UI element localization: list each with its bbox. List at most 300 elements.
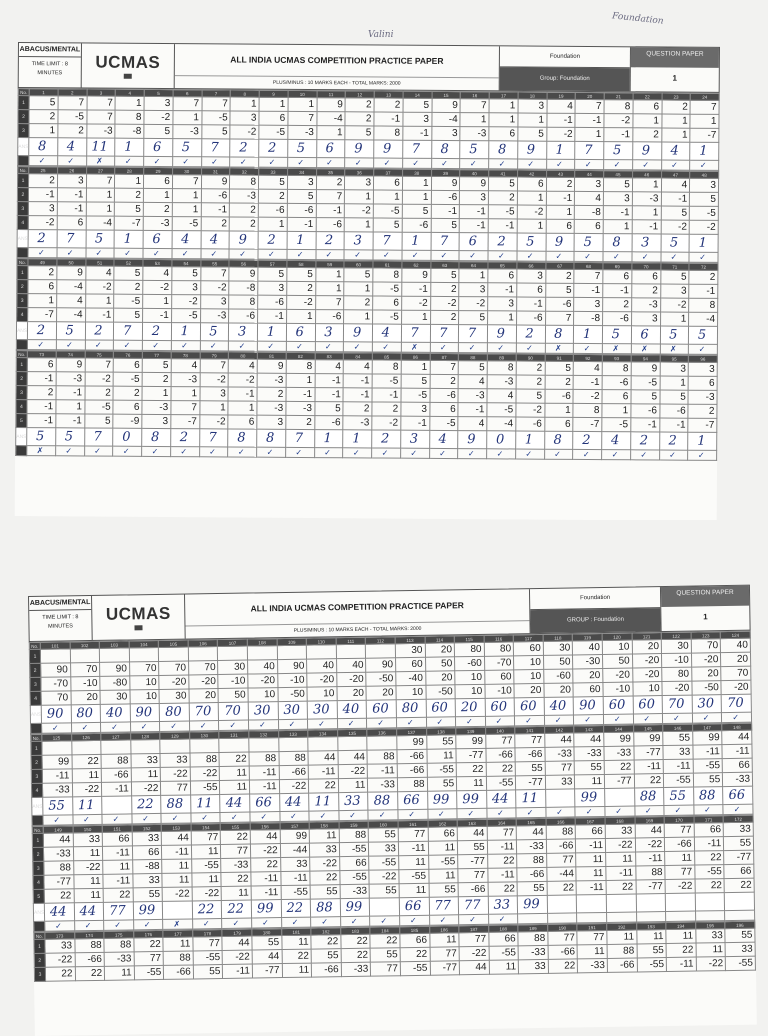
- digit-cell: 3: [230, 111, 259, 125]
- digit-cell: 55: [515, 761, 545, 775]
- digit-cell: -1: [574, 283, 603, 297]
- digit-cell: 5: [172, 267, 201, 281]
- digit-cell: -2: [372, 416, 401, 430]
- digit-cell: 88: [367, 750, 397, 764]
- answer-cell: [689, 234, 718, 252]
- cross-mark-icon: ✗: [86, 156, 115, 166]
- question-paper-number: 1: [631, 67, 719, 92]
- tick-mark-icon: ✓: [573, 449, 602, 459]
- answer-cell: [517, 233, 546, 251]
- digit-cell: 2: [142, 372, 171, 386]
- tick-mark-icon: [636, 912, 666, 922]
- digit-cell: 1: [143, 188, 172, 202]
- answer-cell: [574, 233, 603, 251]
- answer-cell: [661, 142, 690, 160]
- digit-cell: 8: [372, 360, 401, 374]
- digit-cell: 22: [695, 879, 725, 893]
- tick-mark-icon: ✓: [575, 159, 604, 169]
- tick-mark-icon: ✓: [517, 251, 546, 261]
- handwritten-answer: 30: [692, 696, 719, 711]
- tick-mark-icon: ✓: [172, 249, 201, 259]
- digit-cell: -33: [517, 839, 547, 853]
- digit-cell: -1: [603, 284, 632, 298]
- digit-cell: -22: [635, 838, 665, 852]
- digit-cell: 3: [287, 175, 316, 189]
- digit-cell: 3: [603, 192, 632, 206]
- tick-mark-icon: ✓: [132, 813, 162, 823]
- question-number: 15: [432, 91, 461, 98]
- answer-cell: [603, 696, 633, 714]
- question-number: 21: [604, 93, 633, 100]
- digit-cell: -11: [249, 766, 279, 780]
- digit-cell: 44: [516, 825, 546, 839]
- question-number: 170: [664, 816, 694, 823]
- question-number: 125: [42, 734, 72, 741]
- answer-cell: [230, 139, 259, 157]
- digit-cell: 11: [489, 960, 519, 974]
- digit-cell: 1: [316, 126, 345, 140]
- digit-cell: -1: [659, 418, 688, 432]
- tick-mark-icon: ✓: [459, 251, 488, 261]
- digit-cell: -1: [546, 113, 575, 127]
- digit-cell: 11: [606, 852, 636, 866]
- answer-cell: [486, 790, 516, 808]
- question-number: 50: [57, 259, 86, 266]
- row-number: 2: [18, 110, 29, 124]
- tick-mark-icon: ✓: [172, 157, 201, 167]
- digit-cell: 9: [201, 175, 230, 189]
- answer-cell: [55, 428, 84, 446]
- digit-cell: -1: [401, 416, 430, 430]
- digit-cell: 11: [665, 851, 695, 865]
- row-number: 1: [18, 96, 29, 110]
- digit-cell: 99: [456, 734, 486, 748]
- question-number: 33: [259, 168, 288, 175]
- digit-cell: -2: [286, 295, 315, 309]
- abacus-label: ABACUS/MENTAL: [19, 43, 81, 57]
- question-number: 148: [722, 723, 752, 730]
- handwritten-answer: 99: [428, 792, 455, 807]
- answer-cell: [665, 893, 695, 911]
- digit-cell: -22: [310, 857, 340, 871]
- tick-mark-icon: ✓: [74, 920, 104, 930]
- digit-cell: 2: [488, 191, 517, 205]
- digit-cell: -77: [516, 775, 546, 789]
- digit-cell: 11: [338, 778, 368, 792]
- answer-cell: [143, 230, 172, 248]
- digit-cell: -66: [75, 952, 105, 966]
- digit-cell: -5: [259, 125, 288, 139]
- digit-cell: 1: [633, 114, 662, 128]
- digit-cell: 33: [519, 959, 549, 973]
- answer-cell: [689, 326, 718, 344]
- digit-cell: -6: [201, 189, 230, 203]
- digit-cell: 44: [545, 733, 575, 747]
- question-number: 150: [73, 825, 103, 832]
- answer-cell: [100, 704, 130, 722]
- answer-cell: [161, 795, 191, 813]
- question-number: 1: [29, 89, 58, 96]
- row-number: 2: [16, 371, 27, 385]
- digit-cell: -5: [373, 282, 402, 296]
- digit-cell: 7: [173, 97, 202, 111]
- handwritten-answer: 7: [286, 431, 312, 446]
- digit-cell: 88: [517, 853, 547, 867]
- question-number: 142: [544, 726, 574, 733]
- digit-cell: 3: [431, 126, 460, 140]
- question-number: 192: [607, 923, 637, 930]
- digit-cell: -1: [401, 282, 430, 296]
- handwritten-answer: 70: [663, 697, 690, 712]
- tick-mark-icon: ✓: [343, 448, 372, 458]
- answer-cell: [160, 703, 190, 721]
- tick-mark-icon: ✓: [29, 156, 58, 166]
- digit-cell: 1: [286, 373, 315, 387]
- digit-cell: 1: [28, 294, 57, 308]
- digit-cell: 6: [574, 219, 603, 233]
- brand-name: UCMAS: [95, 53, 160, 73]
- row-label: No.: [18, 89, 29, 96]
- digit-cell: 4: [458, 375, 487, 389]
- digit-cell: -3: [688, 390, 717, 404]
- digit-cell: 5: [345, 126, 374, 140]
- answer-cell: [130, 703, 160, 721]
- digit-cell: [278, 737, 308, 751]
- tick-mark-icon: ✓: [189, 721, 219, 731]
- tick-mark-icon: ✓: [694, 805, 724, 815]
- digit-cell: 2: [316, 176, 345, 190]
- digit-cell: -11: [606, 866, 636, 880]
- question-number: 104: [129, 640, 159, 647]
- handwritten-answer: 7: [430, 326, 456, 341]
- digit-cell: 90: [277, 659, 307, 673]
- digit-cell: -20: [337, 672, 367, 686]
- digit-cell: 2: [430, 310, 459, 324]
- digit-cell: -1: [689, 284, 718, 298]
- digit-cell: 5: [258, 175, 287, 189]
- question-number: 24: [690, 93, 719, 100]
- digit-cell: 10: [632, 682, 662, 696]
- digit-cell: 11: [220, 780, 250, 794]
- digit-cell: 22: [282, 949, 312, 963]
- digit-cell: -70: [484, 656, 514, 670]
- digit-cell: -55: [281, 885, 311, 899]
- digit-cell: -2: [661, 220, 690, 234]
- question-number: 186: [429, 926, 459, 933]
- digit-cell: -6: [516, 417, 545, 431]
- handwritten-answer: 99: [518, 897, 545, 912]
- answer-cell: [460, 141, 489, 159]
- answer-cell: [373, 232, 402, 250]
- digit-cell: -11: [368, 764, 398, 778]
- cross-mark-icon: ✗: [163, 919, 193, 929]
- handwritten-answer: 66: [250, 795, 277, 810]
- tick-mark-icon: [725, 910, 755, 920]
- answer-cell: [606, 894, 636, 912]
- question-number: 56: [229, 260, 258, 267]
- digit-cell: -1: [575, 113, 604, 127]
- tick-mark-icon: ✓: [372, 448, 401, 458]
- handwritten-answer: 5: [56, 429, 82, 444]
- handwritten-answer: 88: [311, 900, 338, 915]
- tick-mark-icon: ✓: [57, 156, 86, 166]
- answer-cell: [102, 796, 132, 814]
- ucmas-logo: [82, 43, 175, 88]
- handwritten-answer: 20: [456, 700, 483, 715]
- time-limit: TIME LIMIT : 8 MINUTES: [19, 57, 81, 78]
- digit-cell: 5: [518, 127, 547, 141]
- handwritten-answer: 66: [400, 899, 427, 914]
- answer-cell: [575, 788, 605, 806]
- digit-cell: -55: [726, 956, 756, 970]
- answer-cell: [402, 232, 431, 250]
- answer-cell: [458, 431, 487, 449]
- digit-cell: -11: [666, 957, 696, 971]
- row-number: 3: [30, 677, 41, 691]
- question-number: 35: [316, 169, 345, 176]
- digit-cell: 5: [115, 202, 144, 216]
- digit-cell: 77: [161, 781, 191, 795]
- tick-mark-icon: ✓: [161, 813, 191, 823]
- answer-cell: [547, 895, 577, 913]
- handwritten-answer: 7: [575, 143, 601, 158]
- digit-cell: 7: [87, 96, 116, 110]
- digit-cell: 2: [545, 269, 574, 283]
- row-number: 2: [30, 663, 41, 677]
- question-number: 160: [368, 821, 398, 828]
- digit-cell: 44: [457, 826, 487, 840]
- question-number: 127: [101, 733, 131, 740]
- answer-cell: [281, 899, 311, 917]
- answer-cell: [340, 898, 370, 916]
- digit-cell: 2: [58, 124, 87, 138]
- row-number: 1: [32, 833, 43, 847]
- digit-cell: 2: [29, 110, 58, 124]
- question-number: 71: [660, 263, 689, 270]
- digit-cell: 6: [633, 100, 662, 114]
- question-number: 174: [74, 931, 104, 938]
- digit-cell: 55: [310, 885, 340, 899]
- answer-cell: [488, 233, 517, 251]
- handwritten-answer: 8: [545, 433, 571, 448]
- digit-cell: -2: [459, 297, 488, 311]
- digit-cell: -3: [56, 372, 85, 386]
- digit-cell: -3: [173, 125, 202, 139]
- digit-cell: -4: [56, 308, 85, 322]
- handwritten-answer: 5: [660, 327, 686, 342]
- tick-mark-icon: ✓: [28, 248, 57, 258]
- handwritten-answer: 5: [517, 234, 543, 249]
- tick-mark-icon: ✓: [222, 918, 252, 928]
- digit-cell: -88: [132, 859, 162, 873]
- digit-cell: 88: [74, 938, 104, 952]
- digit-cell: -55: [427, 763, 457, 777]
- tick-mark-icon: ✓: [84, 446, 113, 456]
- answer-cell: [344, 324, 373, 342]
- digit-cell: 2: [430, 374, 459, 388]
- tick-mark-icon: ✓: [314, 448, 343, 458]
- handwritten-answer: 3: [401, 432, 427, 447]
- digit-cell: 1: [517, 219, 546, 233]
- handwritten-answer: 6: [632, 327, 658, 342]
- digit-cell: -1: [57, 202, 86, 216]
- digit-cell: -5: [58, 110, 87, 124]
- digit-cell: -50: [278, 687, 308, 701]
- cross-mark-icon: ✗: [27, 446, 56, 456]
- digit-cell: -44: [547, 867, 577, 881]
- digit-cell: 3: [488, 297, 517, 311]
- digit-cell: -22: [223, 950, 253, 964]
- digit-cell: -50: [692, 681, 722, 695]
- digit-cell: 10: [514, 669, 544, 683]
- digit-cell: 3: [518, 99, 547, 113]
- digit-cell: -1: [56, 414, 85, 428]
- answer-cell: [631, 326, 660, 344]
- tick-mark-icon: ✓: [544, 449, 573, 459]
- handwritten-answer: 80: [71, 706, 98, 721]
- digit-cell: 7: [315, 296, 344, 310]
- answer-cell: [662, 695, 692, 713]
- digit-cell: 1: [460, 113, 489, 127]
- digit-cell: 90: [41, 663, 71, 677]
- digit-cell: 20: [425, 643, 455, 657]
- digit-cell: [336, 644, 366, 658]
- digit-cell: 2: [229, 217, 258, 231]
- question-number: 53: [143, 259, 172, 266]
- digit-cell: 20: [366, 686, 396, 700]
- question-number: 107: [218, 639, 248, 646]
- digit-cell: 33: [663, 745, 693, 759]
- answer-cell: [259, 139, 288, 157]
- digit-cell: [131, 739, 161, 753]
- digit-cell: 4: [458, 417, 487, 431]
- title-box: [175, 44, 500, 90]
- digit-cell: -22: [665, 879, 695, 893]
- digit-cell: 2: [546, 177, 575, 191]
- tick-mark-icon: ✓: [431, 158, 460, 168]
- digit-cell: -2: [199, 415, 228, 429]
- tick-mark-icon: ✓: [575, 806, 605, 816]
- answer-cell: [113, 428, 142, 446]
- digit-cell: -2: [85, 372, 114, 386]
- digit-cell: -10: [485, 684, 515, 698]
- answer-cell: [602, 432, 631, 450]
- digit-cell: 5: [430, 268, 459, 282]
- row-number: 1: [17, 265, 28, 279]
- question-number: 184: [370, 927, 400, 934]
- digit-cell: 6: [688, 376, 717, 390]
- handwritten-answer: 55: [43, 798, 70, 813]
- answer-cell: [337, 700, 367, 718]
- digit-cell: -10: [70, 676, 100, 690]
- answer-cell: [29, 138, 58, 156]
- digit-cell: -10: [662, 653, 692, 667]
- digit-cell: 1: [488, 311, 517, 325]
- digit-cell: -6: [314, 416, 343, 430]
- digit-cell: 55: [133, 887, 163, 901]
- digit-cell: 11: [191, 845, 221, 859]
- tick-mark-icon: ✓: [57, 248, 86, 258]
- question-number: 20: [575, 92, 604, 99]
- question-number: 171: [694, 816, 724, 823]
- digit-cell: 5: [258, 267, 287, 281]
- digit-cell: -5: [631, 376, 660, 390]
- digit-cell: 3: [199, 387, 228, 401]
- digit-cell: -11: [280, 871, 310, 885]
- digit-cell: 4: [56, 294, 85, 308]
- abacus-box: [19, 43, 82, 87]
- handwritten-answer: 8: [489, 142, 515, 157]
- digit-cell: -5: [488, 205, 517, 219]
- handwritten-answer: 22: [222, 902, 249, 917]
- digit-cell: 10: [514, 655, 544, 669]
- handwritten-answer: 88: [635, 789, 662, 804]
- digit-cell: [42, 741, 72, 755]
- handwritten-answer: 7: [459, 326, 485, 341]
- digit-cell: -1: [56, 386, 85, 400]
- digit-cell: 1: [489, 99, 518, 113]
- digit-cell: -22: [45, 953, 75, 967]
- handwritten-answer: 11: [516, 791, 543, 806]
- question-number: 44: [575, 170, 604, 177]
- digit-cell: -1: [374, 112, 403, 126]
- digit-cell: -6: [316, 218, 345, 232]
- digit-cell: 7: [430, 360, 459, 374]
- tick-mark-icon: ✓: [459, 343, 488, 353]
- digit-cell: 88: [607, 944, 637, 958]
- digit-cell: 1: [230, 97, 259, 111]
- digit-cell: 22: [487, 854, 517, 868]
- tick-mark-icon: [666, 911, 696, 921]
- digit-cell: 7: [86, 174, 115, 188]
- digit-cell: 22: [486, 762, 516, 776]
- tick-mark-icon: ✓: [340, 916, 370, 926]
- digit-cell: 66: [102, 832, 132, 846]
- handwritten-answer: 11: [87, 139, 113, 154]
- digit-cell: -4: [316, 112, 345, 126]
- question-number: 43: [546, 170, 575, 177]
- question-block: [16, 258, 719, 355]
- digit-cell: 77: [664, 823, 694, 837]
- tick-mark-icon: ✓: [426, 717, 456, 727]
- question-number: 182: [311, 928, 341, 935]
- question-number: 30: [172, 168, 201, 175]
- digit-cell: -1: [201, 203, 230, 217]
- handwritten-answer: 2: [29, 231, 55, 246]
- tick-mark-icon: ✓: [398, 809, 428, 819]
- digit-cell: 4: [171, 359, 200, 373]
- handwritten-answer: 1: [343, 431, 369, 446]
- digit-cell: 80: [454, 642, 484, 656]
- tick-mark-icon: ✓: [603, 714, 633, 724]
- tick-mark-icon: ✓: [430, 250, 459, 260]
- digit-cell: 2: [28, 266, 57, 280]
- digit-cell: -33: [221, 858, 251, 872]
- digit-cell: 55: [575, 760, 605, 774]
- digit-cell: 1: [173, 111, 202, 125]
- check-row-label: [32, 815, 43, 825]
- answer-cell: [632, 142, 661, 160]
- tick-mark-icon: ✓: [633, 714, 663, 724]
- question-block: [32, 815, 756, 932]
- handwritten-answer: 2: [143, 324, 169, 339]
- handwritten-answer: 2: [259, 233, 285, 248]
- handwritten-answer: 70: [722, 696, 749, 711]
- tick-mark-icon: ✓: [430, 342, 459, 352]
- digit-cell: 2: [689, 270, 718, 284]
- digit-cell: 11: [426, 749, 456, 763]
- handwritten-answer: 7: [114, 324, 140, 339]
